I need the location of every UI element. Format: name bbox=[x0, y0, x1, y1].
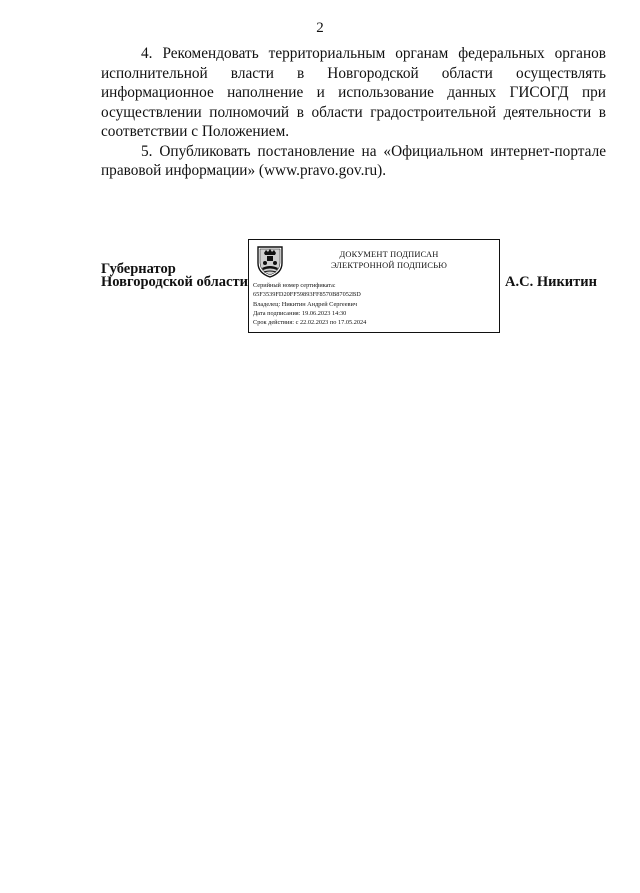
stamp-header-line1: ДОКУМЕНТ ПОДПИСАН bbox=[339, 250, 439, 259]
stamp-header bbox=[289, 250, 489, 271]
page-number: 2 bbox=[316, 20, 324, 36]
paragraph-4: 4. Рекомендовать территориальным органам федеральных органов исполнительной власти в Новгородской области осуществлять информационное наполнение и использование данных ГИСОГД при осуществлении полномочий в области градостроительной деятельности в соответствии с Положением. bbox=[101, 45, 606, 140]
signatory-position bbox=[101, 263, 248, 289]
stamp-serial-value: 65F3539FD20FF59893FF8570B87052BD bbox=[253, 291, 361, 299]
stamp-validity: Срок действия: с 22.02.2023 по 17.05.2024 bbox=[253, 319, 367, 327]
stamp-signed-date: Дата подписания: 19.06.2023 14:30 bbox=[253, 309, 347, 317]
stamp-owner: Владелец: Никитин Андрей Сергеевич bbox=[253, 300, 358, 308]
signatory-position-line2: Новгородской области bbox=[101, 274, 248, 290]
paragraph-5: 5. Опубликовать постановление на «Официальном интернет-портале правовой информации» (www.pravo.gov.ru). bbox=[101, 142, 606, 179]
document-body bbox=[101, 44, 606, 181]
electronic-signature-stamp bbox=[248, 239, 500, 333]
stamp-details bbox=[253, 281, 366, 327]
stamp-header-line2: ЭЛЕКТРОННОЙ ПОДПИСЬЮ bbox=[330, 260, 448, 270]
stamp-serial-label: Серийный номер сертификата: bbox=[253, 282, 336, 289]
novgorod-coat-of-arms-icon bbox=[255, 244, 285, 278]
signatory-name: А.С. Никитин bbox=[505, 274, 597, 290]
signatory-position-line1: Губернатор bbox=[101, 261, 176, 277]
